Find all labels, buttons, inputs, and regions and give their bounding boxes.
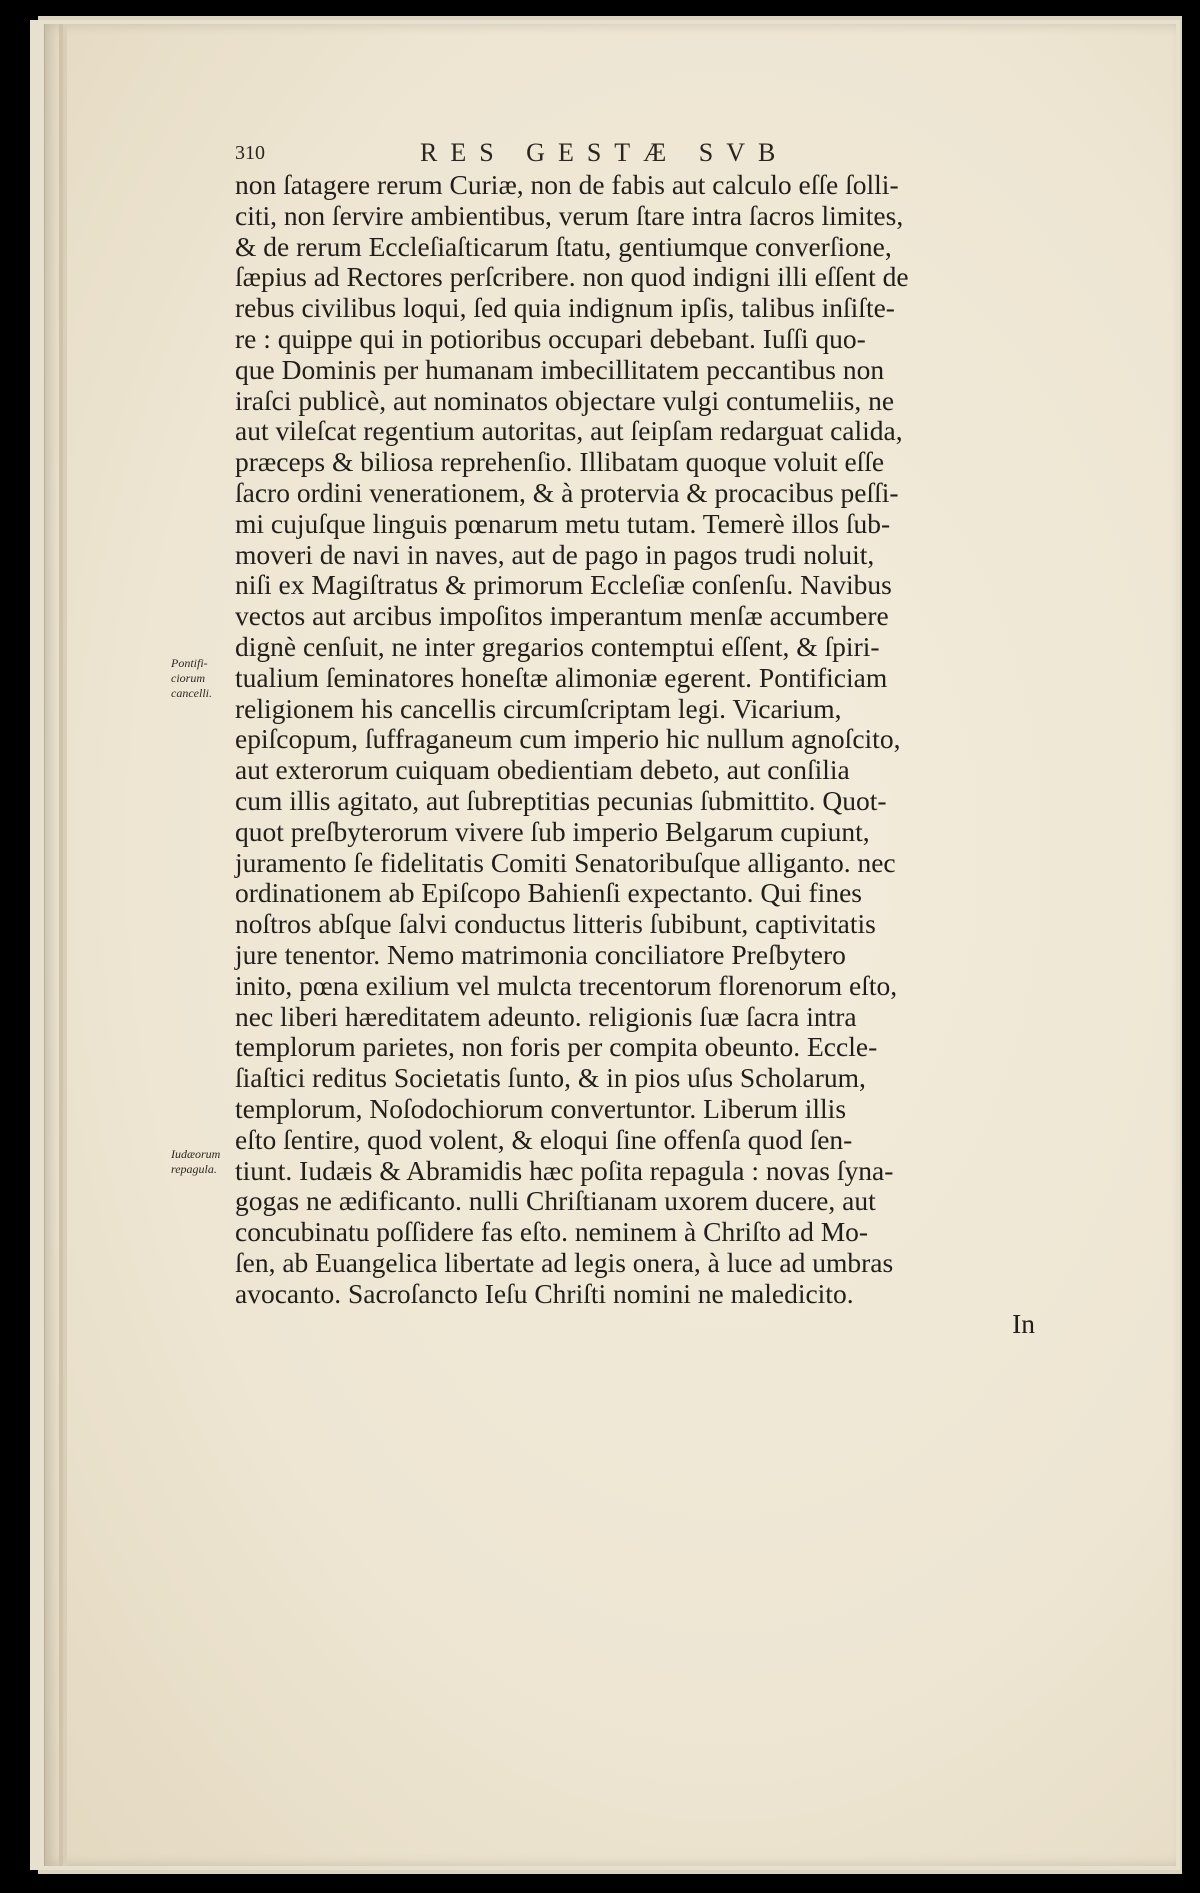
page-edge: [44, 24, 59, 1866]
page-header: [235, 138, 1035, 172]
text-line: moveri de navi in naves, aut de pago in pagos trudi noluit,: [235, 538, 875, 570]
text-line: rebus civilibus loqui, ſed quia indignum ipſis, talibus inſiſte-: [235, 292, 895, 324]
text-line: ſen, ab Euangelica libertate ad legis onera, à luce ad umbras: [235, 1246, 894, 1278]
text-line: noſtros abſque ſalvi conductus litteris ſubibunt, captivitatis: [235, 908, 876, 940]
text-line: templorum parietes, non foris per compita obeunto. Eccle-: [235, 1031, 878, 1063]
text-line: juramento ſe fidelitatis Comiti Senatoribuſque alliganto. nec: [235, 846, 896, 878]
text-line: iraſci publicè, aut nominatos objectare vulgi contumeliis, ne: [235, 384, 895, 416]
text-line: non ſatagere rerum Curiæ, non de fabis aut calculo eſſe ſolli-: [235, 169, 899, 200]
running-head: RES GESTÆ SVB: [420, 138, 789, 167]
text-line: mi cujuſque linguis pœnarum metu tutam. Temerè illos ſub-: [235, 507, 891, 539]
text-line: concubinatu poſſidere fas eſto. neminem à Chriſto ad Mo-: [235, 1216, 869, 1248]
text-line: inito, pœna exilium vel mulcta trecentorum florenorum eſto,: [235, 969, 898, 1001]
text-line: dignè cenſuit, ne inter gregarios contemptui eſſent, & ſpiri-: [235, 630, 880, 662]
text-line: vectos aut arcibus impoſitos imperantum menſæ accumbere: [235, 600, 889, 632]
text-line: religionem his cancellis circumſcriptam legi. Vicarium,: [235, 692, 842, 724]
text-line: citi, non ſervire ambientibus, verum ſtare intra ſacros limites,: [235, 199, 904, 231]
text-line: avocanto. Sacroſancto Ieſu Chriſti nomini ne maledicito.: [235, 1277, 854, 1309]
text-line: jure tenentor. Nemo matrimonia conciliatore Preſbytero: [235, 938, 846, 970]
margin-note-pontificiorum: Pontifi-ciorum cancelli.: [171, 656, 212, 700]
text-line: ſæpius ad Rectores perſcribere. non quod indigni illi eſſent de: [235, 261, 909, 293]
text-line: ſacro ordini venerationem, & à protervia & procacibus peſſi-: [235, 476, 899, 508]
text-line: quot preſbyterorum vivere ſub imperio Belgarum cupiunt,: [235, 815, 870, 847]
text-line: que Dominis per humanam imbecillitatem peccantibus non: [235, 353, 885, 385]
text-line: re : quippe qui in potioribus occupari debebant. Iuſſi quo-: [235, 322, 866, 354]
text-line: niſi ex Magiſtratus & primorum Eccleſiæ conſenſu. Navibus: [235, 569, 892, 601]
margin-note-iudaeorum: Iudæorum repagula.: [171, 1147, 221, 1176]
text-line: eſto ſentire, quod volent, & eloqui ſine offenſa quod ſen-: [235, 1123, 853, 1155]
text-line: ſiaſtici reditus Societatis ſunto, & in pios uſus Scholarum,: [235, 1062, 866, 1094]
text-line: epiſcopum, ſuffraganeum cum imperio hic nullum agnoſcito,: [235, 723, 901, 755]
text-line: ordinationem ab Epiſcopo Bahienſi expectanto. Qui fines: [235, 877, 862, 909]
text-line: nec liberi hæreditatem adeunto. religionis ſuæ ſacra intra: [235, 1000, 857, 1032]
body-text: [235, 170, 1035, 1340]
text-line: gogas ne ædificanto. nulli Chriſtianam uxorem ducere, aut: [235, 1185, 876, 1217]
text-line: tualium ſeminatores honeſtæ alimoniæ egerent. Pontificiam: [235, 661, 888, 693]
text-line: cum illis agitato, aut ſubreptitias pecunias ſubmittito. Quot-: [235, 784, 887, 816]
text-line: aut vileſcat regentium autoritas, aut ſeipſam redarguat calida,: [235, 415, 903, 447]
text-line: & de rerum Eccleſiaſticarum ſtatu, gentiumque converſione,: [235, 230, 892, 262]
text-line: In: [1012, 1308, 1035, 1340]
text-line: aut exterorum cuiquam obedientiam debeto, aut conſilia: [235, 754, 850, 786]
text-line: præceps & biliosa reprehenſio. Illibatam quoque voluit eſſe: [235, 446, 885, 478]
page-number: 310: [235, 142, 265, 164]
text-line: templorum, Noſodochiorum convertuntor. Liberum illis: [235, 1092, 847, 1124]
text-line: tiunt. Iudæis & Abramidis hæc poſita repagula : novas ſyna-: [235, 1154, 894, 1186]
